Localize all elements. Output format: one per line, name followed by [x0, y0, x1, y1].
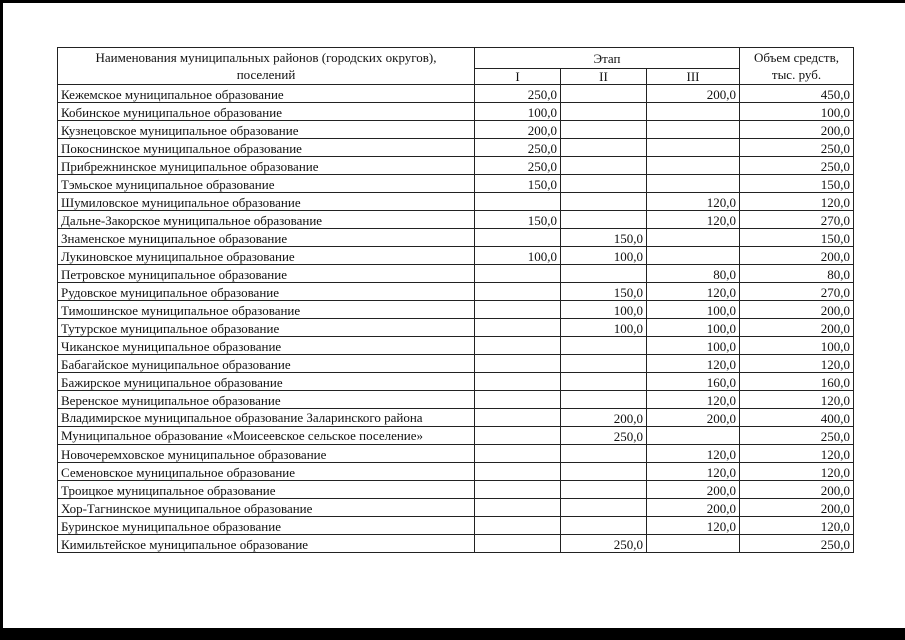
stage-1-cell: 250,0 — [475, 139, 561, 157]
stage-1-cell — [475, 499, 561, 517]
row-name-cell: Семеновское муниципальное образование — [58, 463, 475, 481]
stage-1-cell: 150,0 — [475, 211, 561, 229]
stage-3-cell — [647, 175, 740, 193]
table-row — [58, 139, 854, 157]
header-stage: Этап — [475, 48, 740, 69]
total-cell: 250,0 — [740, 157, 854, 175]
stage-3-cell: 100,0 — [647, 319, 740, 337]
table-row — [58, 121, 854, 139]
table-row — [58, 319, 854, 337]
table-row — [58, 103, 854, 121]
header-name-column: Наименования муниципальных районов (городских округов), поселений — [58, 48, 475, 85]
total-cell: 120,0 — [740, 355, 854, 373]
stage-1-cell — [475, 427, 561, 445]
row-name-cell: Прибрежнинское муниципальное образование — [58, 157, 475, 175]
total-cell: 250,0 — [740, 427, 854, 445]
total-cell: 270,0 — [740, 283, 854, 301]
row-name-cell: Шумиловское муниципальное образование — [58, 193, 475, 211]
stage-3-cell: 120,0 — [647, 517, 740, 535]
table-row — [58, 85, 854, 103]
row-name-cell: Владимирское муниципальное образование Заларинского района — [58, 409, 475, 427]
stage-3-cell — [647, 157, 740, 175]
stage-3-cell: 120,0 — [647, 283, 740, 301]
stage-1-cell — [475, 481, 561, 499]
stage-2-cell — [561, 175, 647, 193]
row-name-cell: Буринское муниципальное образование — [58, 517, 475, 535]
total-cell: 400,0 — [740, 409, 854, 427]
total-cell: 270,0 — [740, 211, 854, 229]
row-name-cell: Веренское муниципальное образование — [58, 391, 475, 409]
stage-3-cell: 120,0 — [647, 463, 740, 481]
stage-3-cell — [647, 229, 740, 247]
total-cell: 200,0 — [740, 499, 854, 517]
stage-2-cell — [561, 499, 647, 517]
stage-1-cell — [475, 229, 561, 247]
stage-1-cell — [475, 301, 561, 319]
stage-2-cell — [561, 463, 647, 481]
stage-1-cell — [475, 517, 561, 535]
table-row — [58, 301, 854, 319]
stage-2-cell — [561, 391, 647, 409]
table-row — [58, 265, 854, 283]
total-cell: 100,0 — [740, 337, 854, 355]
table-row — [58, 283, 854, 301]
stage-2-cell: 100,0 — [561, 319, 647, 337]
row-name-cell: Тутурское муниципальное образование — [58, 319, 475, 337]
row-name-cell: Хор-Тагнинское муниципальное образование — [58, 499, 475, 517]
row-name-cell: Кимильтейское муниципальное образование — [58, 535, 475, 553]
stage-3-cell: 200,0 — [647, 499, 740, 517]
stage-2-cell — [561, 103, 647, 121]
funding-table — [57, 47, 854, 553]
stage-3-cell — [647, 247, 740, 265]
header-stage-3: III — [647, 69, 740, 85]
stage-3-cell: 200,0 — [647, 481, 740, 499]
stage-2-cell: 250,0 — [561, 427, 647, 445]
total-cell: 200,0 — [740, 481, 854, 499]
stage-1-cell: 250,0 — [475, 85, 561, 103]
total-cell: 200,0 — [740, 319, 854, 337]
total-cell: 120,0 — [740, 391, 854, 409]
stage-2-cell — [561, 265, 647, 283]
table-row — [58, 373, 854, 391]
total-cell: 120,0 — [740, 517, 854, 535]
table-row — [58, 463, 854, 481]
stage-2-cell: 100,0 — [561, 247, 647, 265]
table-row — [58, 355, 854, 373]
stage-1-cell — [475, 409, 561, 427]
table-row — [58, 409, 854, 427]
header-stage-2: II — [561, 69, 647, 85]
stage-1-cell: 100,0 — [475, 247, 561, 265]
stage-3-cell: 80,0 — [647, 265, 740, 283]
stage-2-cell: 150,0 — [561, 283, 647, 301]
stage-3-cell: 100,0 — [647, 337, 740, 355]
total-cell: 200,0 — [740, 121, 854, 139]
stage-2-cell: 150,0 — [561, 229, 647, 247]
row-name-cell: Троицкое муниципальное образование — [58, 481, 475, 499]
table-row — [58, 427, 854, 445]
stage-1-cell: 250,0 — [475, 157, 561, 175]
total-cell: 120,0 — [740, 193, 854, 211]
total-cell: 200,0 — [740, 247, 854, 265]
stage-2-cell — [561, 355, 647, 373]
stage-2-cell: 100,0 — [561, 301, 647, 319]
total-cell: 250,0 — [740, 535, 854, 553]
row-name-cell: Рудовское муниципальное образование — [58, 283, 475, 301]
total-cell: 150,0 — [740, 229, 854, 247]
stage-3-cell: 200,0 — [647, 85, 740, 103]
stage-2-cell — [561, 121, 647, 139]
total-cell: 450,0 — [740, 85, 854, 103]
stage-2-cell — [561, 85, 647, 103]
row-name-cell: Дальне-Закорское муниципальное образование — [58, 211, 475, 229]
table-row — [58, 229, 854, 247]
stage-3-cell — [647, 103, 740, 121]
stage-3-cell: 160,0 — [647, 373, 740, 391]
stage-1-cell — [475, 283, 561, 301]
stage-1-cell: 150,0 — [475, 175, 561, 193]
stage-2-cell — [561, 445, 647, 463]
stage-2-cell — [561, 337, 647, 355]
total-cell: 150,0 — [740, 175, 854, 193]
row-name-cell: Тэмьское муниципальное образование — [58, 175, 475, 193]
stage-1-cell — [475, 193, 561, 211]
stage-1-cell — [475, 265, 561, 283]
table-row — [58, 337, 854, 355]
row-name-cell: Кобинское муниципальное образование — [58, 103, 475, 121]
table-row — [58, 535, 854, 553]
row-name-cell: Муниципальное образование «Моисеевское сельское поселение» — [58, 427, 475, 445]
stage-3-cell: 100,0 — [647, 301, 740, 319]
stage-2-cell — [561, 373, 647, 391]
row-name-cell: Покоснинское муниципальное образование — [58, 139, 475, 157]
stage-1-cell: 100,0 — [475, 103, 561, 121]
stage-3-cell — [647, 427, 740, 445]
stage-1-cell — [475, 463, 561, 481]
stage-3-cell: 120,0 — [647, 445, 740, 463]
row-name-cell: Тимошинское муниципальное образование — [58, 301, 475, 319]
stage-2-cell — [561, 139, 647, 157]
total-cell: 250,0 — [740, 139, 854, 157]
table-row — [58, 247, 854, 265]
table-row — [58, 193, 854, 211]
table-row — [58, 445, 854, 463]
stage-2-cell — [561, 211, 647, 229]
stage-3-cell: 120,0 — [647, 355, 740, 373]
stage-3-cell — [647, 139, 740, 157]
stage-1-cell — [475, 319, 561, 337]
row-name-cell: Бабагайское муниципальное образование — [58, 355, 475, 373]
stage-3-cell — [647, 535, 740, 553]
scan-border-top — [0, 0, 905, 3]
stage-1-cell — [475, 355, 561, 373]
table-row — [58, 517, 854, 535]
header-total-column: Объем средств, тыс. руб. — [740, 48, 854, 85]
row-name-cell: Кузнецовское муниципальное образование — [58, 121, 475, 139]
total-cell: 120,0 — [740, 463, 854, 481]
stage-1-cell — [475, 337, 561, 355]
stage-1-cell — [475, 391, 561, 409]
stage-3-cell: 120,0 — [647, 391, 740, 409]
table-row — [58, 211, 854, 229]
stage-3-cell: 120,0 — [647, 211, 740, 229]
total-cell: 80,0 — [740, 265, 854, 283]
stage-1-cell — [475, 445, 561, 463]
stage-2-cell: 250,0 — [561, 535, 647, 553]
stage-3-cell: 200,0 — [647, 409, 740, 427]
stage-1-cell — [475, 535, 561, 553]
stage-2-cell — [561, 517, 647, 535]
row-name-cell: Новочеремховское муниципальное образование — [58, 445, 475, 463]
row-name-cell: Знаменское муниципальное образование — [58, 229, 475, 247]
stage-2-cell — [561, 193, 647, 211]
stage-2-cell — [561, 157, 647, 175]
stage-3-cell: 120,0 — [647, 193, 740, 211]
scan-border-left — [0, 0, 3, 640]
row-name-cell: Лукиновское муниципальное образование — [58, 247, 475, 265]
table-body — [58, 85, 854, 553]
scan-border-bottom — [0, 628, 905, 640]
row-name-cell: Чиканское муниципальное образование — [58, 337, 475, 355]
table-row — [58, 499, 854, 517]
row-name-cell: Кежемское муниципальное образование — [58, 85, 475, 103]
table-row — [58, 481, 854, 499]
total-cell: 100,0 — [740, 103, 854, 121]
row-name-cell: Бажирское муниципальное образование — [58, 373, 475, 391]
stage-1-cell: 200,0 — [475, 121, 561, 139]
total-cell: 120,0 — [740, 445, 854, 463]
total-cell: 200,0 — [740, 301, 854, 319]
header-stage-1: I — [475, 69, 561, 85]
stage-2-cell — [561, 481, 647, 499]
stage-1-cell — [475, 373, 561, 391]
stage-2-cell: 200,0 — [561, 409, 647, 427]
table-row — [58, 391, 854, 409]
total-cell: 160,0 — [740, 373, 854, 391]
row-name-cell: Петровское муниципальное образование — [58, 265, 475, 283]
table-row — [58, 175, 854, 193]
stage-3-cell — [647, 121, 740, 139]
table-row — [58, 157, 854, 175]
